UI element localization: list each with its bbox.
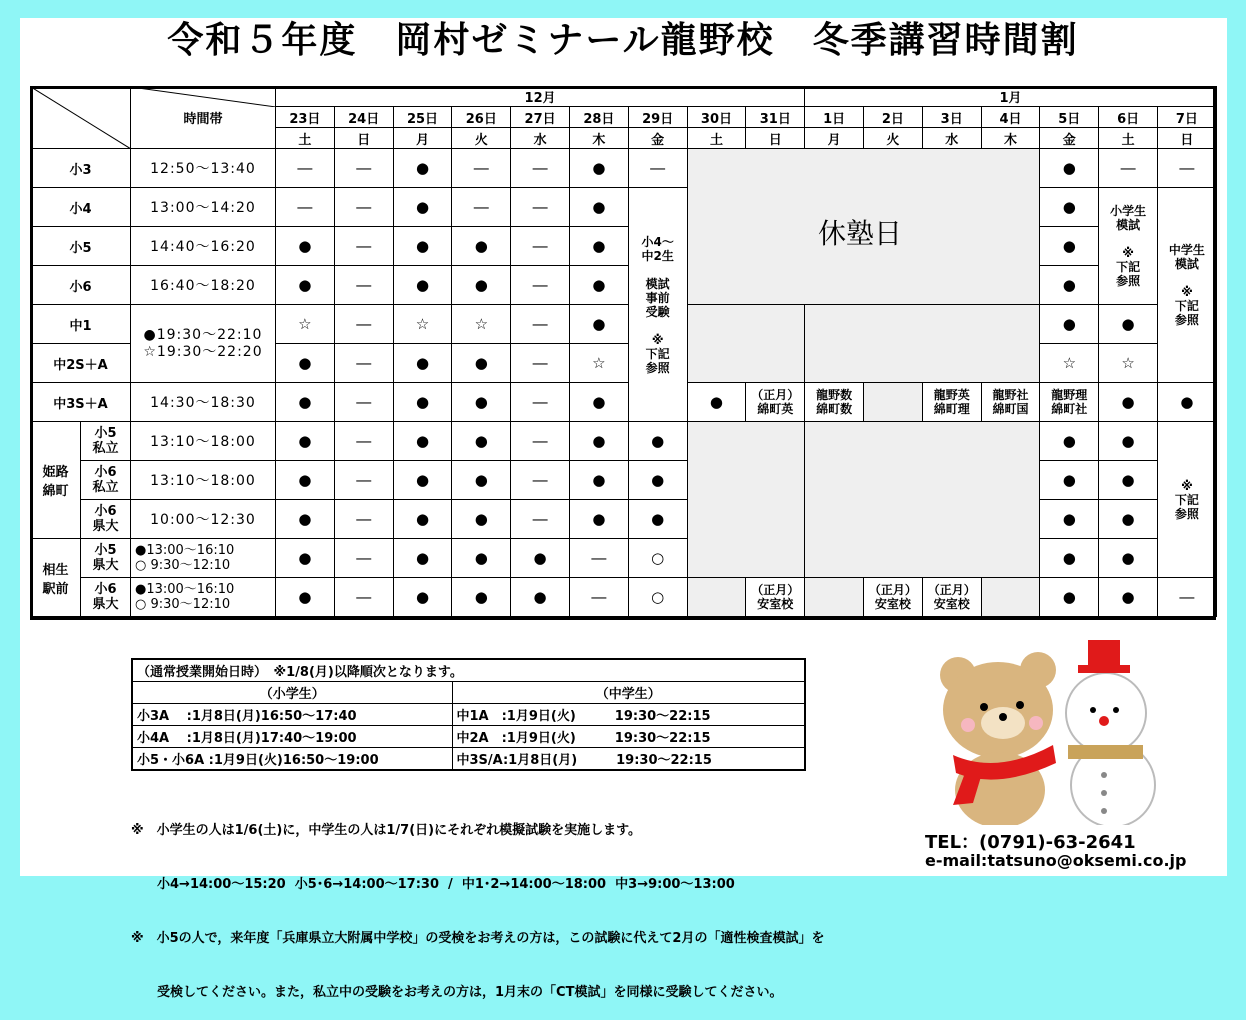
j3-d4: 龍野理 綿町社 <box>1040 383 1099 422</box>
row-label-s3: 小3 <box>31 149 131 188</box>
notice-elem-row: 小4A :1月8日(月)17:40～19:00 <box>132 726 452 748</box>
date-cell: 4日 <box>981 107 1040 128</box>
schedule-mark: ● <box>1040 539 1099 578</box>
a2-d2: （正月） 安室校 <box>864 578 923 617</box>
weekday-cell: 日 <box>334 128 393 149</box>
row-label-j2: 中2S＋A <box>31 344 131 383</box>
date-cell: 25日 <box>393 107 452 128</box>
schedule-mark: ● <box>569 305 628 344</box>
schedule-table <box>30 86 1217 617</box>
schedule-mark: ● <box>276 383 335 422</box>
schedule-mark: ― <box>334 578 393 617</box>
footnote-line: 小4→14:00～15:20 小5･6→14:00～17:30 / 中1･2→14:00～18:00 中3→9:00～13:00 <box>131 877 735 892</box>
schedule-mark: ● <box>569 149 628 188</box>
date-cell: 26日 <box>452 107 511 128</box>
schedule-mark: ☆ <box>452 305 511 344</box>
schedule-mark: ― <box>334 266 393 305</box>
schedule-mark: ● <box>276 578 335 617</box>
schedule-mark: ● <box>393 539 452 578</box>
schedule-mark: ― <box>511 188 570 227</box>
row-time-s6: 16:40～18:20 <box>131 266 276 305</box>
schedule-mark: ● <box>393 344 452 383</box>
row-time-a2: ●13:00～16:10 ○ 9:30～12:10 <box>131 578 276 617</box>
weekday-cell: 金 <box>628 128 687 149</box>
row-label-j1: 中1 <box>31 305 131 344</box>
schedule-mark: ● <box>393 227 452 266</box>
notice-jr-row: 中2A :1月9日(火) 19:30～22:15 <box>452 726 805 748</box>
schedule-mark: ― <box>334 383 393 422</box>
date-cell: 31日 <box>746 107 805 128</box>
schedule-mark: ○ <box>628 578 687 617</box>
notice-elem-head: （小学生） <box>132 682 452 704</box>
holiday-block-mid-a <box>687 305 805 383</box>
schedule-mark: ― <box>334 500 393 539</box>
row-label-s4: 小4 <box>31 188 131 227</box>
schedule-mark: ● <box>569 383 628 422</box>
schedule-mark: ― <box>334 305 393 344</box>
j3-d2: 龍野英 綿町理 <box>922 383 981 422</box>
d29-mock-note: 小4～ 中2生 模試 事前 受験 ※ 下記 参照 <box>628 188 687 422</box>
notice-jr-head: （中学生） <box>452 682 805 704</box>
d7-mock-note: 中学生 模試 ※ 下記 参照 <box>1157 188 1216 383</box>
weekday-cell: 月 <box>805 128 864 149</box>
date-cell: 5日 <box>1040 107 1099 128</box>
date-cell: 28日 <box>569 107 628 128</box>
row-label-s6: 小6 <box>31 266 131 305</box>
footnote-line: ※ 小5の人で，来年度「兵庫県立大附属中学校」の受検をお考えの方は，この試験に代えて2月の「適性検査模試」を <box>131 931 825 946</box>
notice-jr-row: 中3S/A:1月8日(月) 19:30～22:15 <box>452 748 805 771</box>
schedule-mark: ― <box>334 227 393 266</box>
schedule-mark: ● <box>393 149 452 188</box>
notice-jr-row: 中1A :1月9日(火) 19:30～22:15 <box>452 704 805 726</box>
weekday-cell: 日 <box>1157 128 1216 149</box>
schedule-mark: ● <box>1040 266 1099 305</box>
notice-heading: （通常授業開始日時） ※1/8(月)以降順次となります。 <box>132 659 805 682</box>
schedule-mark: ― <box>511 149 570 188</box>
row-time-h1: 13:10～18:00 <box>131 422 276 461</box>
weekday-cell: 水 <box>511 128 570 149</box>
schedule-mark: ● <box>452 500 511 539</box>
date-cell: 1日 <box>805 107 864 128</box>
notice-elem-row: 小3A :1月8日(月)16:50～17:40 <box>132 704 452 726</box>
row-time-s3: 12:50～13:40 <box>131 149 276 188</box>
time-header-label: 時間帯 <box>183 112 223 127</box>
schedule-mark: ― <box>334 422 393 461</box>
weekday-cell: 火 <box>864 128 923 149</box>
date-cell: 6日 <box>1099 107 1158 128</box>
schedule-mark: ● <box>1099 500 1158 539</box>
row-label-a2: 小6 県大 <box>81 578 131 617</box>
holiday-label: 休塾日 <box>818 217 903 250</box>
weekday-cell: 火 <box>452 128 511 149</box>
row-label-h3: 小6 県大 <box>81 500 131 539</box>
schedule-mark: ― <box>511 227 570 266</box>
date-cell: 7日 <box>1157 107 1216 128</box>
schedule-mark: ― <box>276 188 335 227</box>
notice-elem-row: 小5・小6A :1月9日(火)16:50～19:00 <box>132 748 452 771</box>
a2-d4-gray <box>981 578 1040 617</box>
weekday-cell: 土 <box>1099 128 1158 149</box>
schedule-mark: ● <box>393 383 452 422</box>
row-time-j12 <box>131 305 276 383</box>
row-label-j3: 中3S＋A <box>31 383 131 422</box>
holiday-block-mid-b <box>805 305 1040 383</box>
row-time-j12-line1: ●19:30～22:10 <box>143 326 263 343</box>
d7-note-lower: ※ 下記 参照 <box>1157 422 1216 578</box>
schedule-mark: ● <box>276 539 335 578</box>
a2-d3: （正月） 安室校 <box>922 578 981 617</box>
schedule-mark: ― <box>276 149 335 188</box>
schedule-mark: ● <box>452 461 511 500</box>
schedule-mark: ● <box>452 227 511 266</box>
row-time-j3: 14:30～18:30 <box>131 383 276 422</box>
schedule-mark: ― <box>511 266 570 305</box>
row-label-h1: 小5 私立 <box>81 422 131 461</box>
schedule-mark: ― <box>511 305 570 344</box>
schedule-mark: ― <box>511 461 570 500</box>
row-time-a1: ●13:00～16:10 ○ 9:30～12:10 <box>131 539 276 578</box>
schedule-mark: ― <box>1099 149 1158 188</box>
row-time-j12-line2: ☆19:30～22:20 <box>143 343 263 360</box>
schedule-mark: ● <box>1099 578 1158 617</box>
schedule-mark: ● <box>628 500 687 539</box>
schedule-mark: ● <box>1099 422 1158 461</box>
schedule-mark: ― <box>334 344 393 383</box>
schedule-mark: ○ <box>628 539 687 578</box>
footnote-line: 受検してください。また，私立中の受験をお考えの方は，1月末の「CT模試」を同様に受験してください。 <box>131 985 783 1000</box>
schedule-mark: ● <box>393 422 452 461</box>
date-cell: 27日 <box>511 107 570 128</box>
schedule-mark: ● <box>628 461 687 500</box>
weekday-cell: 金 <box>1040 128 1099 149</box>
a2-d30-gray <box>687 578 746 617</box>
schedule-mark: ― <box>452 149 511 188</box>
footnotes <box>131 786 824 1020</box>
schedule-mark: ● <box>1040 149 1099 188</box>
date-cell: 23日 <box>276 107 335 128</box>
schedule-mark: ● <box>1157 383 1216 422</box>
schedule-mark: ― <box>511 344 570 383</box>
schedule-mark: ● <box>1040 188 1099 227</box>
schedule-mark: ● <box>569 500 628 539</box>
schedule-mark: ● <box>393 500 452 539</box>
row-time-h2: 13:10～18:00 <box>131 461 276 500</box>
schedule-mark: ● <box>569 227 628 266</box>
date-cell: 30日 <box>687 107 746 128</box>
schedule-mark: ― <box>569 578 628 617</box>
schedule-mark: ● <box>452 539 511 578</box>
schedule-mark: ● <box>1040 227 1099 266</box>
schedule-mark: ● <box>276 461 335 500</box>
date-cell: 2日 <box>864 107 923 128</box>
schedule-mark: ● <box>1040 305 1099 344</box>
schedule-mark: ● <box>1040 500 1099 539</box>
schedule-mark: ● <box>276 266 335 305</box>
j3-d1-gray <box>864 383 923 422</box>
weekday-cell: 木 <box>981 128 1040 149</box>
corner-cell <box>31 87 131 149</box>
schedule-mark: ● <box>393 188 452 227</box>
schedule-mark: ● <box>1040 422 1099 461</box>
schedule-mark: ● <box>276 422 335 461</box>
schedule-mark: ― <box>334 149 393 188</box>
schedule-mark: ● <box>276 227 335 266</box>
schedule-mark: ● <box>393 266 452 305</box>
footnote-line: ※ 小学生の人は1/6(土)に，中学生の人は1/7(日)にそれぞれ模擬試験を実施します。 <box>131 823 642 838</box>
page-title: 令和５年度 岡村ゼミナール龍野校 冬季講習時間割 <box>167 20 1079 61</box>
schedule-mark: ● <box>1099 539 1158 578</box>
schedule-mark: ― <box>1157 149 1216 188</box>
month-jan: 1月 <box>805 87 1217 107</box>
date-cell: 29日 <box>628 107 687 128</box>
schedule-mark: ● <box>1099 461 1158 500</box>
schedule-mark: ☆ <box>1099 344 1158 383</box>
schedule-mark: ● <box>393 461 452 500</box>
schedule-mark: ● <box>1040 578 1099 617</box>
j3-d31: 龍野数 綿町数 <box>805 383 864 422</box>
schedule-mark: ― <box>334 461 393 500</box>
schedule-mark: ― <box>334 539 393 578</box>
schedule-mark: ― <box>334 188 393 227</box>
schedule-mark: ☆ <box>1040 344 1099 383</box>
row-time-s4: 13:00～14:20 <box>131 188 276 227</box>
schedule-mark: ● <box>393 578 452 617</box>
schedule-mark: ― <box>569 539 628 578</box>
date-cell: 24日 <box>334 107 393 128</box>
j3-d3: 龍野社 綿町国 <box>981 383 1040 422</box>
schedule-mark: ● <box>569 422 628 461</box>
schedule-mark: ― <box>511 422 570 461</box>
row-time-s5: 14:40～16:20 <box>131 227 276 266</box>
schedule-mark: ● <box>452 422 511 461</box>
schedule-mark: ● <box>276 344 335 383</box>
schedule-mark: ☆ <box>276 305 335 344</box>
schedule-mark: ― <box>452 188 511 227</box>
schedule-mark: ● <box>1040 461 1099 500</box>
weekday-cell: 土 <box>687 128 746 149</box>
schedule-mark: ― <box>1157 578 1216 617</box>
weekday-cell: 木 <box>569 128 628 149</box>
class-start-table <box>131 658 806 771</box>
month-dec: 12月 <box>276 87 805 107</box>
j3-d30: （正月） 綿町英 <box>746 383 805 422</box>
schedule-mark: ☆ <box>569 344 628 383</box>
schedule-mark: ● <box>1099 383 1158 422</box>
a2-d1-gray <box>805 578 864 617</box>
weekday-cell: 月 <box>393 128 452 149</box>
row-time-h3: 10:00～12:30 <box>131 500 276 539</box>
time-header <box>131 87 276 149</box>
contact-email: e-mail:tatsuno@oksemi.co.jp <box>925 851 1187 870</box>
row-label-s5: 小5 <box>31 227 131 266</box>
schedule-mark: ● <box>452 266 511 305</box>
schedule-mark: ● <box>276 500 335 539</box>
a2-d31: （正月） 安室校 <box>746 578 805 617</box>
schedule-mark: ● <box>1099 305 1158 344</box>
schedule-mark: ● <box>452 344 511 383</box>
weekday-cell: 日 <box>746 128 805 149</box>
aioi-label: 相生 駅前 <box>31 539 81 617</box>
himeji-label: 姫路 綿町 <box>31 422 81 539</box>
row-label-h2: 小6 私立 <box>81 461 131 500</box>
schedule-mark: ● <box>511 578 570 617</box>
row-label-a1: 小5 県大 <box>81 539 131 578</box>
schedule-mark: ― <box>628 149 687 188</box>
schedule-mark: ● <box>687 383 746 422</box>
schedule-mark: ― <box>511 383 570 422</box>
date-cell: 3日 <box>922 107 981 128</box>
schedule-mark: ● <box>511 539 570 578</box>
schedule-mark: ● <box>628 422 687 461</box>
d6-mock-note: 小学生 模試 ※ 下記 参照 <box>1099 188 1158 305</box>
schedule-mark: ● <box>452 383 511 422</box>
weekday-cell: 水 <box>922 128 981 149</box>
weekday-cell: 土 <box>276 128 335 149</box>
schedule-mark: ☆ <box>393 305 452 344</box>
schedule-mark: ● <box>569 461 628 500</box>
holiday-block-low-b <box>805 422 1040 578</box>
schedule-mark: ● <box>452 578 511 617</box>
bear-snowman-illustration <box>928 625 1178 825</box>
holiday-block-low-a <box>687 422 805 578</box>
schedule-mark: ― <box>511 500 570 539</box>
contact-tel: TEL：(0791)-63-2641 <box>925 832 1136 853</box>
schedule-mark: ● <box>569 266 628 305</box>
schedule-mark: ● <box>569 188 628 227</box>
